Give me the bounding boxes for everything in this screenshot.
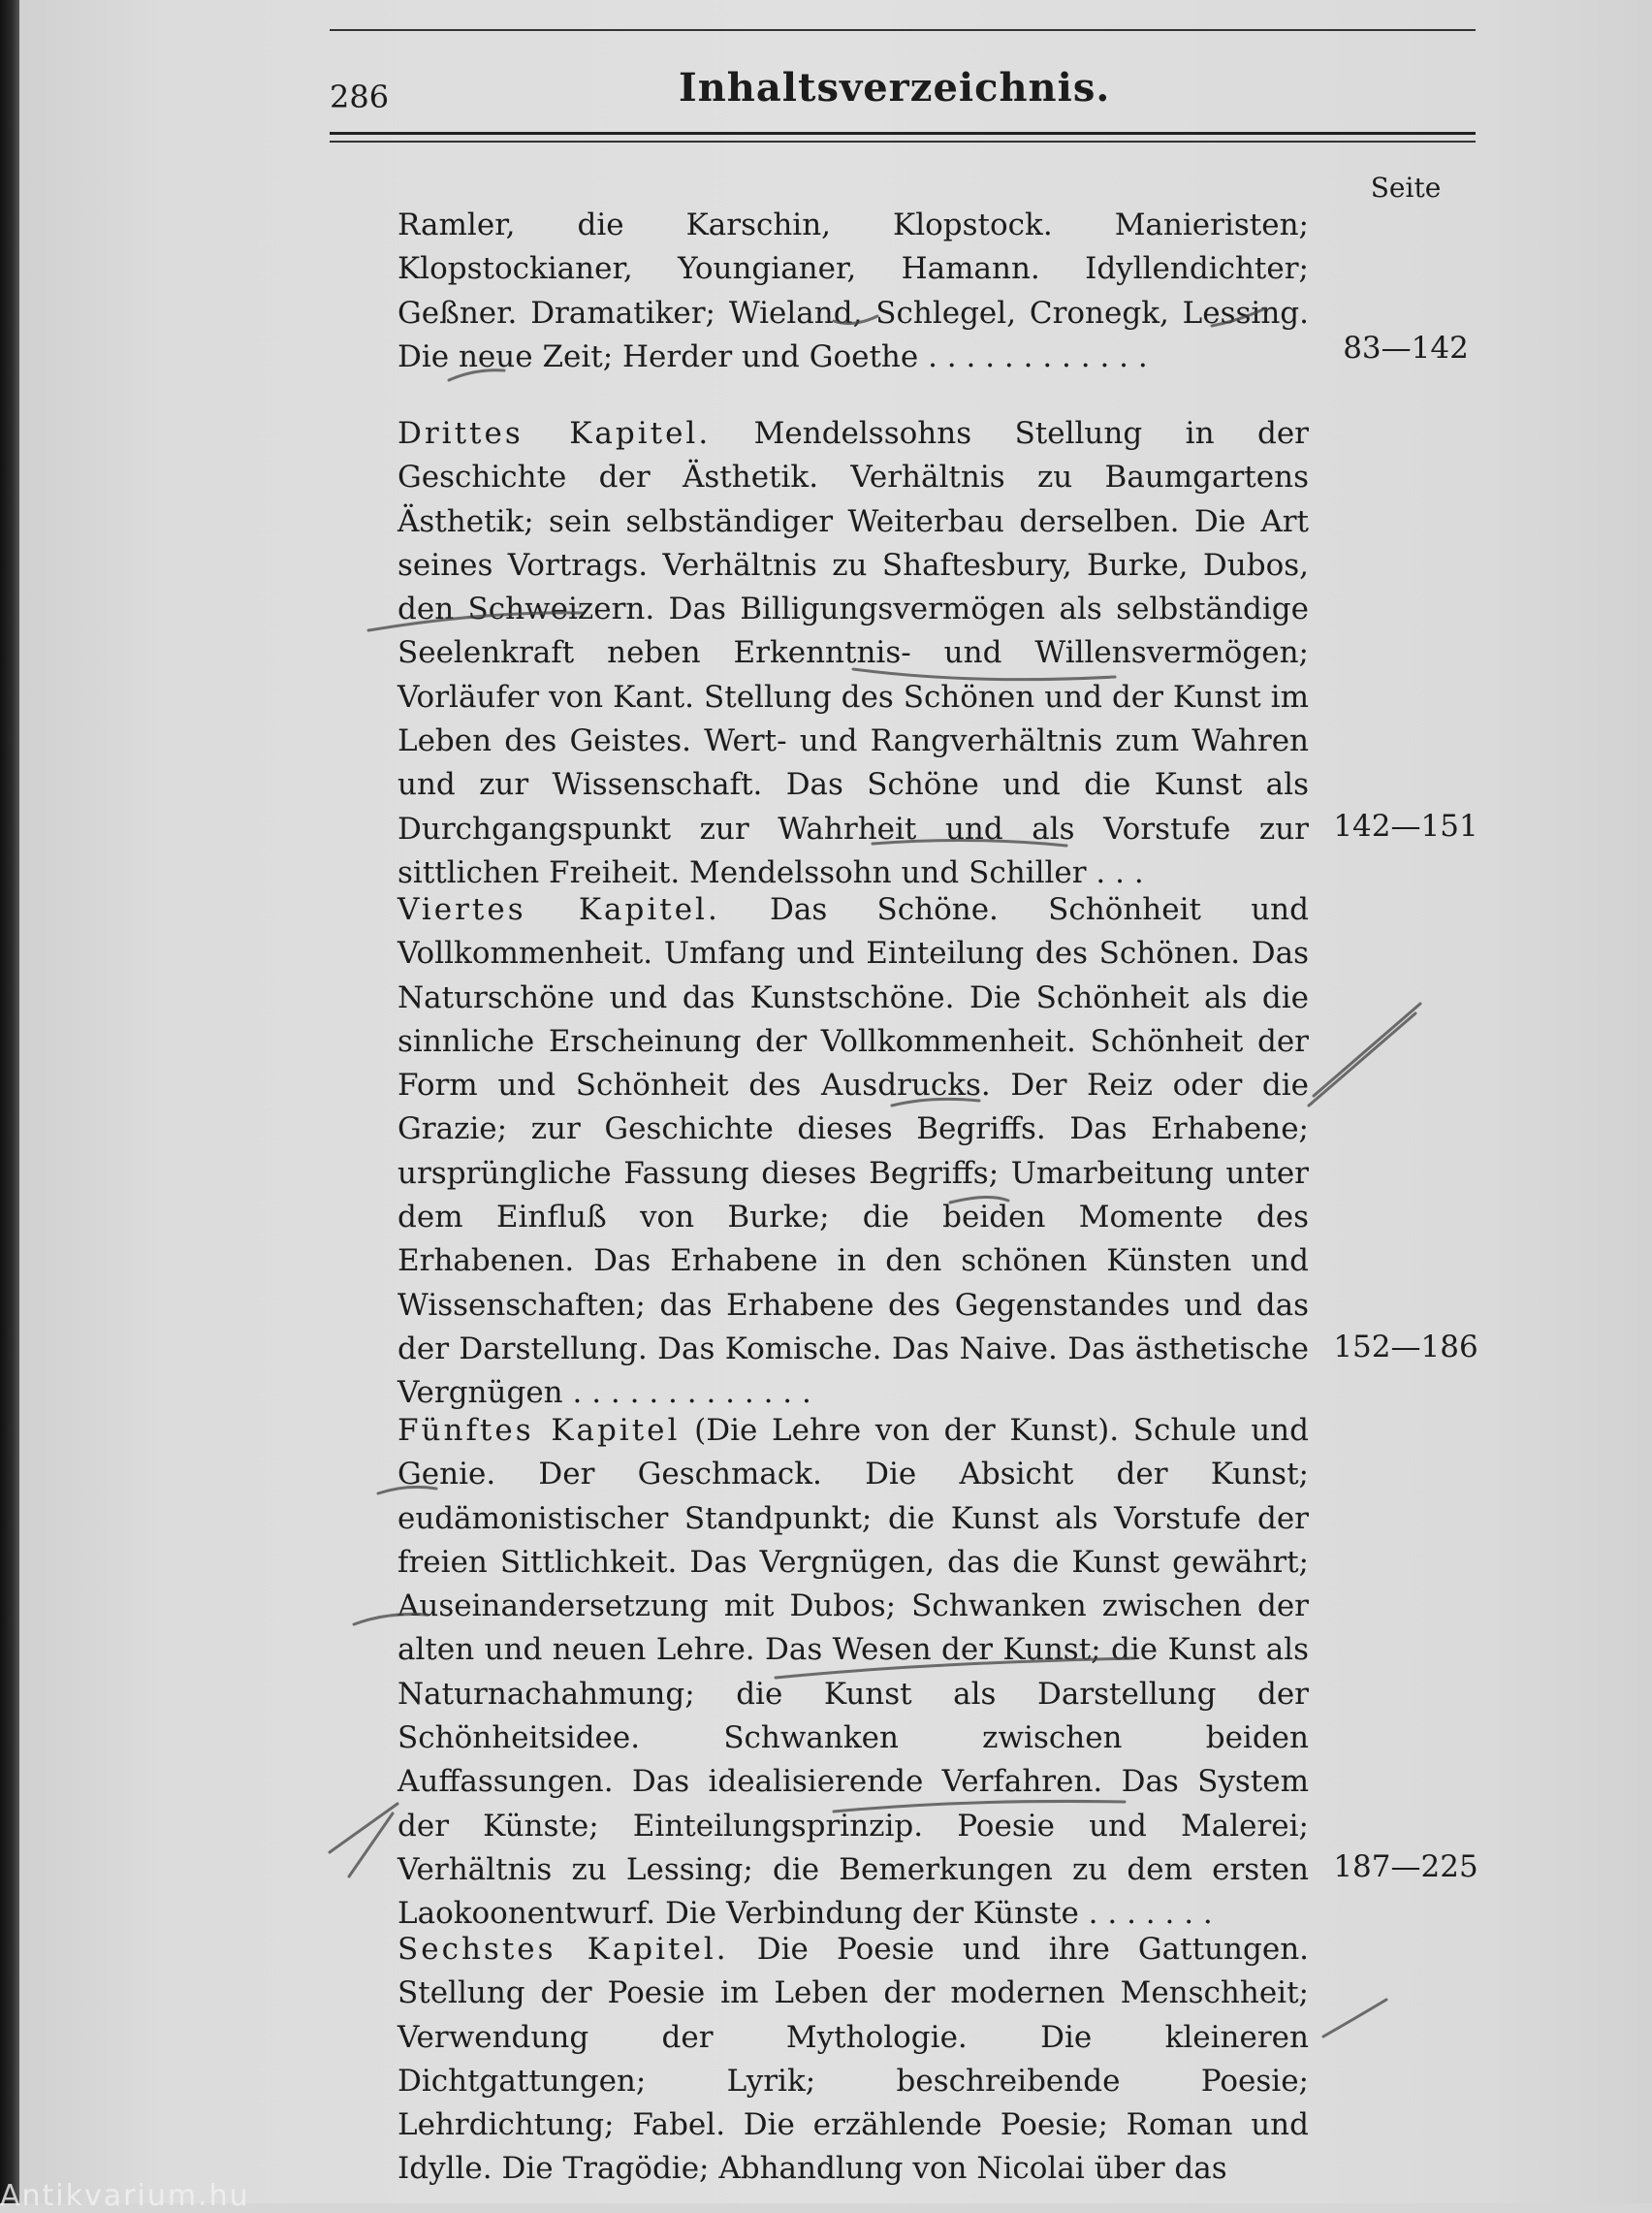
page-range: 83—142 bbox=[1343, 331, 1469, 366]
toc-entry-chapter-5 bbox=[397, 1409, 1309, 1937]
top-rule bbox=[330, 29, 1476, 31]
chapter-label: Drittes Kapitel. bbox=[397, 416, 712, 451]
chapter-label: Sechstes Kapitel. bbox=[397, 1932, 729, 1967]
entry-text: (Die Lehre von der Kunst). Schule und Genie. Der Geschmack. Die Absicht der Kunst; eudämonistischer Standpunkt; die Kunst als Vorstufe der freien Sittlichkeit. Das Vergnügen, das die Kunst gewährt; Auseinandersetzung mit Dubos; Schwanken zwischen der alten und neuen Lehre. Das Wesen der Kunst; die Kunst als Naturnachahmung; die Kunst als Darstellung der Schönheitsidee. Schwanken zwischen beiden Auffassungen. Das idealisierende Verfahren. Das System der Künste; Einteilungsprinzip. Poesie und Malerei; Verhältnis zu Lessing; die Bemerkungen zu dem ersten Laokoonentwurf. Die Verbindung der Künste . . . . . . . bbox=[397, 1413, 1309, 1932]
header-rule-thin bbox=[330, 141, 1476, 143]
entry-text: Das Schöne. Schönheit und Vollkommenheit. Umfang und Einteilung des Schönen. Das Naturschöne und das Kunstschöne. Die Schönheit als die sinnliche Erscheinung der Vollkommenheit. Schönheit der Form und Schönheit des Ausdrucks. Der Reiz oder die Grazie; zur Geschichte dieses Begriffs. Das Erhabene; ursprüngliche Fassung dieses Begriffs; Umarbeitung unter dem Einfluß von Burke; die beiden Momente des Erhabenen. Das Erhabene in den schönen Künsten und Wissenschaften; das Erhabene des Gegenstandes und das der Darstellung. Das Komische. Das Naive. Das ästhetische Vergnügen . . . . . . . . . . . . . bbox=[397, 892, 1309, 1411]
toc-entry-continuation bbox=[397, 204, 1309, 379]
chapter-label: Viertes Kapitel. bbox=[397, 892, 720, 927]
page-column-label: Seite bbox=[1370, 172, 1442, 204]
chapter-label: Fünftes Kapitel bbox=[397, 1413, 681, 1448]
toc-entry-chapter-4 bbox=[397, 888, 1309, 1416]
header-rule-thick bbox=[330, 132, 1476, 135]
entry-text: Die Poesie und ihre Gattungen. Stellung der Poesie im Leben der modernen Menschheit; Verwendung der Mythologie. Die kleineren Dichtgattungen; Lyrik; beschreibende Poesie; Lehrdichtung; Fabel. Die erzählende Poesie; Roman und Idylle. Die Tragödie; Abhandlung von Nicolai über das bbox=[397, 1932, 1310, 2187]
book-binding-shadow bbox=[0, 0, 19, 2203]
toc-entry-chapter-3 bbox=[397, 412, 1309, 895]
page-range: 187—225 bbox=[1333, 1849, 1478, 1884]
page-number: 286 bbox=[330, 79, 390, 115]
entry-text: Ramler, die Karschin, Klopstock. Manieristen; Klopstockianer, Youngianer, Hamann. Idyllendichter; Geßner. Dramatiker; Wieland, Schlegel, Cronegk, Lessing. Die neue Zeit; Herder und Goethe . . . . . . . . . . . . bbox=[397, 208, 1309, 374]
running-title: Inhaltsverzeichnis. bbox=[679, 65, 1111, 111]
entry-text: Mendelssohns Stellung in der Geschichte der Ästhetik. Verhältnis zu Baumgartens Ästhetik; sein selbständiger Weiterbau derselben. Die Art seines Vortrags. Verhältnis zu Shaftesbury, Burke, Dubos, den Schweizern. Das Billigungsvermögen als selbständige Seelenkraft neben Erkenntnis- und Willensvermögen; Vorläufer von Kant. Stellung des Schönen und der Kunst im Leben des Geistes. Wert- und Rangverhältnis zum Wahren und zur Wissenschaft. Das Schöne und die Kunst als Durchgangspunkt zur Wahrheit und als Vorstufe zur sittlichen Freiheit. Mendelssohn und Schiller . . . bbox=[397, 416, 1309, 890]
watermark: Antikvarium.hu bbox=[0, 2179, 250, 2213]
toc-entry-chapter-6 bbox=[397, 1928, 1309, 2192]
page-range: 152—186 bbox=[1333, 1330, 1478, 1364]
page-range: 142—151 bbox=[1333, 809, 1478, 844]
